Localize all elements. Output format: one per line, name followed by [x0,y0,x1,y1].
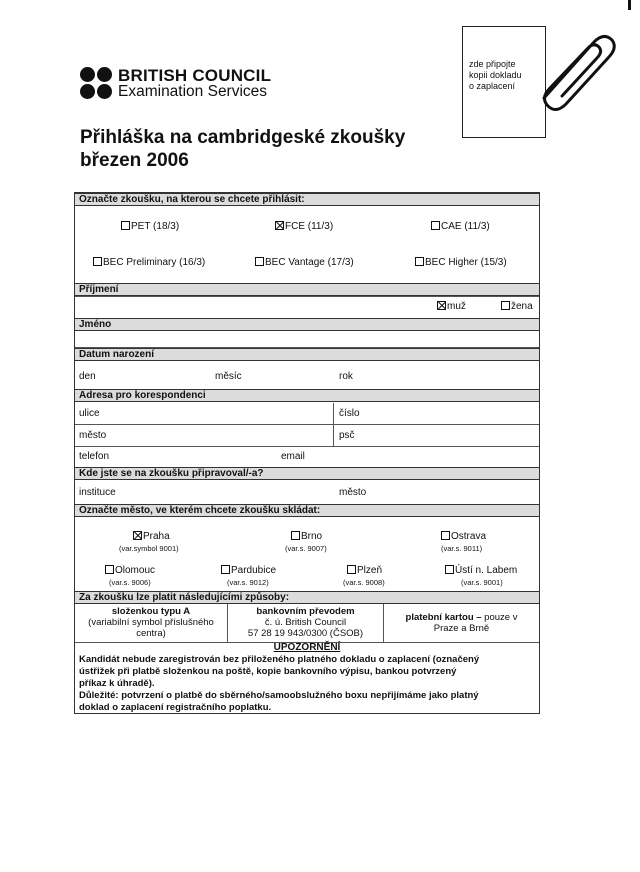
warning-title: UPOZORNĚNÍ [273,642,341,653]
warning-line: ústřižek při platbě složenkou na poště, kopie bankovního výpisu, bankou potvrzený [79,666,457,677]
exam-option-bec-preliminary[interactable]: BEC Preliminary (16/3) [93,257,205,269]
brand-name: BRITISH COUNCIL [118,66,272,85]
payment-card [384,612,539,634]
city-label: město [79,430,107,441]
attach-note-line: kopii dokladu [469,70,522,80]
checkbox[interactable] [291,531,300,540]
city-symbol-ostrava: (var.s. 9011) [441,544,483,553]
title-line-2: březen 2006 [80,150,189,171]
exam-option-bec-higher[interactable]: BEC Higher (15/3) [415,257,507,269]
slip-note: (variabilní symbol příslušného [88,617,214,628]
warning-line: Důležité: potvrzení o platbě do sběrného/samoobslužného boxu nepřijímáme jako platný [79,690,479,701]
address-header: Adresa pro korespondenci [75,389,539,402]
city-option-praha[interactable]: Praha [133,531,170,543]
warning-line: Kandidát nebude zaregistrován bez přiloženého platného dokladu o zaplacení (označený [79,654,480,665]
card-line: Praze a Brně [433,623,490,634]
institution-label: instituce [79,487,116,498]
checkbox[interactable] [347,565,356,574]
prep-city-label: město [339,487,367,498]
birth-header: Datum narození [75,348,539,361]
gender-female[interactable]: žena [501,301,533,313]
checkbox[interactable] [441,531,450,540]
preparation-header: Kde jste se na zkoušku připravoval/-a? [75,467,539,480]
attach-note-line: o zaplacení [469,81,516,91]
form-title [80,126,405,172]
payment-slip [75,606,227,639]
application-form [74,192,540,714]
bank-title: bankovním převodem [256,606,355,617]
city-symbol-pardubice: (var.s. 9012) [227,578,269,587]
city-symbol-praha: (var.symbol 9001) [119,544,179,553]
warning-text [79,654,537,714]
surname-header: Příjmení [75,283,539,296]
attach-note-line: zde připojte [469,59,516,69]
venue-header: Označte město, ve kterém chcete zkoušku skládat: [75,504,539,517]
paperclip-icon [532,28,616,112]
exam-option-cae[interactable]: CAE (11/3) [431,221,490,233]
slip-title: složenkou typu A [111,606,191,617]
birth-day-label: den [79,371,96,382]
gender-male[interactable]: muž [437,301,466,313]
exam-section-header: Označte zkoušku, na kterou se chcete přihlásit: [75,193,539,206]
city-symbol-plzen: (var.s. 9008) [343,578,385,587]
street-label: ulice [79,408,100,419]
bank-line: 57 28 19 943/0300 (ČSOB) [247,628,364,639]
city-option-brno[interactable]: Brno [291,531,322,543]
payment-bank [228,606,383,639]
exam-option-bec-vantage[interactable]: BEC Vantage (17/3) [255,257,354,269]
card-title: platební kartou – [405,612,482,623]
checkbox-checked[interactable] [133,531,142,540]
payment-header: Za zkoušku lze platit následujícími způsoby: [75,591,539,604]
birth-month-label: měsíc [215,371,242,382]
checkbox[interactable] [121,221,130,230]
city-option-olomouc[interactable]: Olomouc [105,565,155,577]
card-note: pouze v [481,612,518,623]
warning-line: doklad o zaplacení registračního poplatku. [79,702,272,713]
email-label: email [281,451,305,462]
checkbox-checked[interactable] [437,301,446,310]
phone-label: telefon [79,451,110,462]
checkbox[interactable] [415,257,424,266]
city-symbol-usti: (var.s. 9001) [461,578,503,587]
title-line-1: Přihláška na cambridgeské zkoušky [80,127,406,148]
city-option-plzen[interactable]: Plzeň [347,565,382,577]
brand-subtitle: Examination Services [118,83,268,100]
checkbox[interactable] [445,565,454,574]
scan-edge-mark [628,0,631,10]
checkbox-checked[interactable] [275,221,284,230]
checkbox[interactable] [431,221,440,230]
checkbox[interactable] [105,565,114,574]
firstname-header: Jméno [75,318,539,331]
slip-note: centra) [136,628,166,639]
city-option-pardubice[interactable]: Pardubice [221,565,276,577]
exam-option-pet[interactable]: PET (18/3) [121,221,179,233]
city-option-ostrava[interactable]: Ostrava [441,531,486,543]
city-symbol-olomouc: (var.s. 9006) [109,578,151,587]
city-symbol-brno: (var.s. 9007) [285,544,327,553]
exam-option-fce[interactable]: FCE (11/3) [275,221,333,233]
number-label: číslo [339,408,360,419]
checkbox[interactable] [93,257,102,266]
logo-dots-icon [80,64,116,100]
bank-line: č. ú. British Council [264,617,347,628]
city-option-usti[interactable]: Ústí n. Labem [445,565,517,577]
birth-year-label: rok [339,371,353,382]
checkbox[interactable] [255,257,264,266]
checkbox[interactable] [221,565,230,574]
warning-line: příkaz k úhradě). [79,678,155,689]
zip-label: psč [339,430,355,441]
checkbox[interactable] [501,301,510,310]
